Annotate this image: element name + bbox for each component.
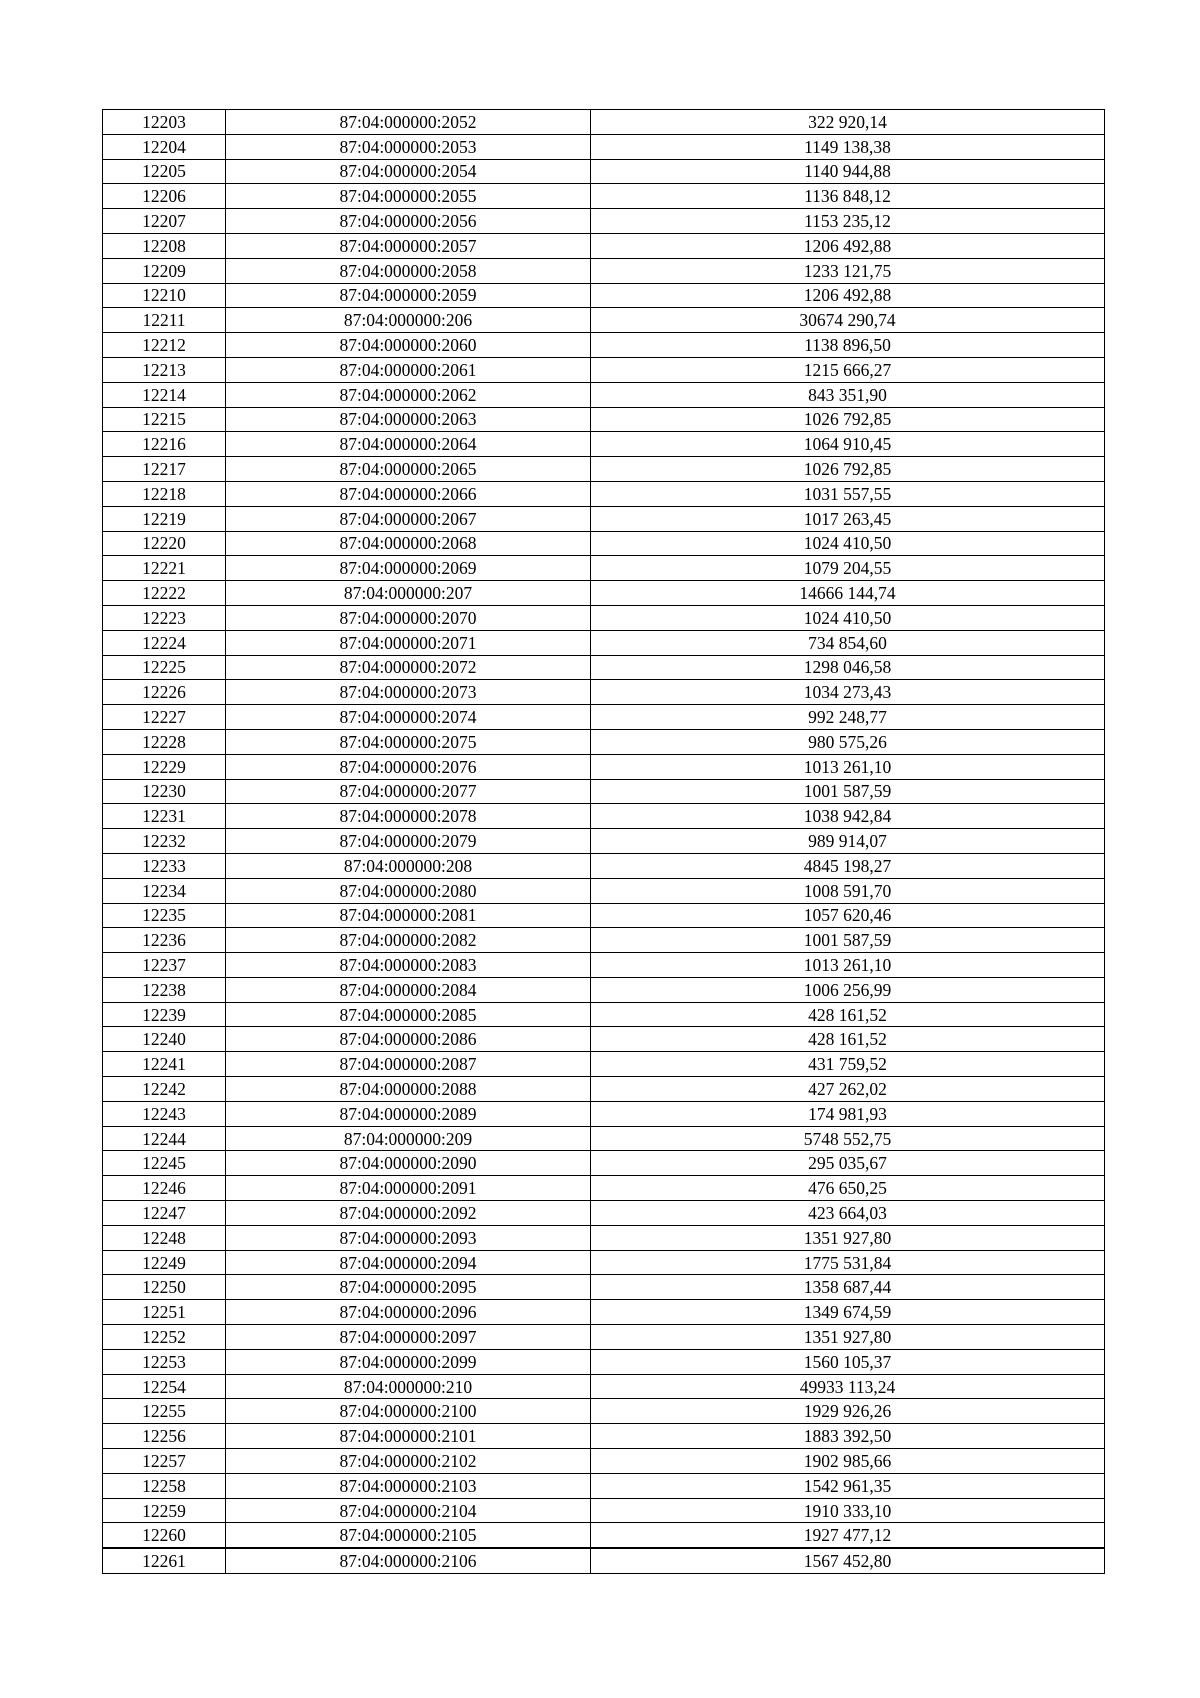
cadastral-value-cell: 1038 942,84 [591,804,1105,829]
row-number-cell: 12252 [103,1325,226,1350]
table-row [103,233,1105,258]
row-number-cell: 12213 [103,357,226,382]
table-row [103,928,1105,953]
cadastral-value-cell: 423 664,03 [591,1201,1105,1226]
table-row [103,481,1105,506]
row-number-cell: 12231 [103,804,226,829]
row-number-cell: 12259 [103,1498,226,1523]
cadastral-number-cell: 87:04:000000:2082 [226,928,591,953]
cadastral-number-cell: 87:04:000000:2084 [226,977,591,1002]
cadastral-number-cell: 87:04:000000:2059 [226,283,591,308]
cadastral-value-cell: 1149 138,38 [591,134,1105,159]
cadastral-number-cell: 87:04:000000:2092 [226,1201,591,1226]
cadastral-value-cell: 1017 263,45 [591,506,1105,531]
table-row [103,556,1105,581]
table-row [103,1275,1105,1300]
table-row [103,1374,1105,1399]
cadastral-number-cell: 87:04:000000:2102 [226,1449,591,1474]
cadastral-number-cell: 87:04:000000:2099 [226,1349,591,1374]
cadastral-number-cell: 87:04:000000:2073 [226,680,591,705]
table-row [103,184,1105,209]
cadastral-number-cell: 87:04:000000:2078 [226,804,591,829]
cadastral-number-cell: 87:04:000000:2065 [226,457,591,482]
row-number-cell: 12234 [103,878,226,903]
cadastral-number-cell: 87:04:000000:2077 [226,779,591,804]
cadastral-value-cell: 431 759,52 [591,1052,1105,1077]
cadastral-number-cell: 87:04:000000:2088 [226,1077,591,1102]
cadastral-value-cell: 992 248,77 [591,705,1105,730]
cadastral-value-cell: 1026 792,85 [591,407,1105,432]
cadastral-value-cell: 1024 410,50 [591,531,1105,556]
cadastral-number-cell: 87:04:000000:2100 [226,1399,591,1424]
cadastral-value-cell: 1013 261,10 [591,754,1105,779]
cadastral-value-table [102,109,1105,1574]
row-number-cell: 12211 [103,308,226,333]
table-row [103,110,1105,135]
table-row [103,1225,1105,1250]
table-row [103,655,1105,680]
row-number-cell: 12261 [103,1548,226,1573]
cadastral-number-cell: 87:04:000000:2068 [226,531,591,556]
cadastral-number-cell: 87:04:000000:2105 [226,1523,591,1548]
row-number-cell: 12233 [103,853,226,878]
row-number-cell: 12219 [103,506,226,531]
row-number-cell: 12203 [103,110,226,135]
table-row [103,779,1105,804]
cadastral-value-cell: 1233 121,75 [591,258,1105,283]
row-number-cell: 12209 [103,258,226,283]
cadastral-number-cell: 87:04:000000:2054 [226,159,591,184]
cadastral-value-cell: 1206 492,88 [591,233,1105,258]
row-number-cell: 12223 [103,605,226,630]
table-row [103,382,1105,407]
row-number-cell: 12232 [103,829,226,854]
cadastral-value-cell: 1349 674,59 [591,1300,1105,1325]
row-number-cell: 12215 [103,407,226,432]
cadastral-number-cell: 87:04:000000:2079 [226,829,591,854]
row-number-cell: 12225 [103,655,226,680]
row-number-cell: 12244 [103,1126,226,1151]
table-row [103,1101,1105,1126]
cadastral-number-cell: 87:04:000000:2072 [226,655,591,680]
cadastral-number-cell: 87:04:000000:2090 [226,1151,591,1176]
row-number-cell: 12236 [103,928,226,953]
cadastral-value-cell: 4845 198,27 [591,853,1105,878]
table-row [103,754,1105,779]
cadastral-value-cell: 49933 113,24 [591,1374,1105,1399]
row-number-cell: 12249 [103,1250,226,1275]
table-row [103,1250,1105,1275]
table-row [103,1052,1105,1077]
table-row [103,407,1105,432]
cadastral-number-cell: 87:04:000000:2062 [226,382,591,407]
cadastral-value-cell: 1883 392,50 [591,1424,1105,1449]
cadastral-number-cell: 87:04:000000:2052 [226,110,591,135]
table-row [103,1077,1105,1102]
cadastral-number-cell: 87:04:000000:2096 [226,1300,591,1325]
cadastral-number-cell: 87:04:000000:2058 [226,258,591,283]
table-row [103,357,1105,382]
cadastral-value-cell: 1008 591,70 [591,878,1105,903]
table-row [103,581,1105,606]
row-number-cell: 12229 [103,754,226,779]
table-row [103,1424,1105,1449]
cadastral-value-cell: 1775 531,84 [591,1250,1105,1275]
row-number-cell: 12238 [103,977,226,1002]
table-row [103,209,1105,234]
cadastral-value-cell: 30674 290,74 [591,308,1105,333]
row-number-cell: 12221 [103,556,226,581]
table-row [103,1325,1105,1350]
table-row [103,134,1105,159]
cadastral-number-cell: 87:04:000000:2064 [226,432,591,457]
cadastral-value-cell: 1001 587,59 [591,779,1105,804]
row-number-cell: 12216 [103,432,226,457]
row-number-cell: 12230 [103,779,226,804]
row-number-cell: 12243 [103,1101,226,1126]
cadastral-number-cell: 87:04:000000:2089 [226,1101,591,1126]
cadastral-value-cell: 1351 927,80 [591,1225,1105,1250]
row-number-cell: 12207 [103,209,226,234]
row-number-cell: 12257 [103,1449,226,1474]
row-number-cell: 12228 [103,729,226,754]
table-row [103,977,1105,1002]
row-number-cell: 12242 [103,1077,226,1102]
row-number-cell: 12217 [103,457,226,482]
row-number-cell: 12241 [103,1052,226,1077]
table-row [103,1176,1105,1201]
cadastral-value-cell: 476 650,25 [591,1176,1105,1201]
table-row [103,1126,1105,1151]
cadastral-value-cell: 322 920,14 [591,110,1105,135]
cadastral-value-cell: 1013 261,10 [591,953,1105,978]
cadastral-number-cell: 87:04:000000:2103 [226,1473,591,1498]
row-number-cell: 12260 [103,1523,226,1548]
cadastral-value-cell: 1064 910,45 [591,432,1105,457]
cadastral-number-cell: 87:04:000000:2085 [226,1002,591,1027]
cadastral-number-cell: 87:04:000000:2056 [226,209,591,234]
cadastral-value-cell: 1929 926,26 [591,1399,1105,1424]
cadastral-value-cell: 1031 557,55 [591,481,1105,506]
cadastral-number-cell: 87:04:000000:2106 [226,1548,591,1573]
cadastral-number-cell: 87:04:000000:2104 [226,1498,591,1523]
cadastral-value-cell: 1153 235,12 [591,209,1105,234]
table-body [103,110,1105,1574]
row-number-cell: 12227 [103,705,226,730]
row-number-cell: 12220 [103,531,226,556]
row-number-cell: 12206 [103,184,226,209]
table-row [103,1473,1105,1498]
cadastral-number-cell: 87:04:000000:2067 [226,506,591,531]
cadastral-number-cell: 87:04:000000:2057 [226,233,591,258]
cadastral-value-cell: 1215 666,27 [591,357,1105,382]
table-row [103,878,1105,903]
row-number-cell: 12226 [103,680,226,705]
row-number-cell: 12222 [103,581,226,606]
cadastral-value-cell: 1057 620,46 [591,903,1105,928]
row-number-cell: 12205 [103,159,226,184]
cadastral-value-cell: 734 854,60 [591,630,1105,655]
cadastral-value-cell: 843 351,90 [591,382,1105,407]
row-number-cell: 12237 [103,953,226,978]
table-row [103,680,1105,705]
cadastral-value-cell: 1351 927,80 [591,1325,1105,1350]
table-row [103,283,1105,308]
cadastral-number-cell: 87:04:000000:2087 [226,1052,591,1077]
table-row [103,159,1105,184]
cadastral-number-cell: 87:04:000000:206 [226,308,591,333]
cadastral-value-cell: 989 914,07 [591,829,1105,854]
cadastral-number-cell: 87:04:000000:2071 [226,630,591,655]
cadastral-number-cell: 87:04:000000:2053 [226,134,591,159]
cadastral-value-cell: 1560 105,37 [591,1349,1105,1374]
cadastral-number-cell: 87:04:000000:2080 [226,878,591,903]
row-number-cell: 12224 [103,630,226,655]
table-row [103,432,1105,457]
row-number-cell: 12212 [103,333,226,358]
table-row [103,1002,1105,1027]
table-row [103,729,1105,754]
cadastral-value-cell: 1136 848,12 [591,184,1105,209]
row-number-cell: 12240 [103,1027,226,1052]
row-number-cell: 12250 [103,1275,226,1300]
cadastral-number-cell: 87:04:000000:2091 [226,1176,591,1201]
table-row [103,605,1105,630]
table-row [103,1349,1105,1374]
cadastral-value-cell: 1927 477,12 [591,1523,1105,1548]
cadastral-number-cell: 87:04:000000:2055 [226,184,591,209]
cadastral-value-cell: 1001 587,59 [591,928,1105,953]
cadastral-number-cell: 87:04:000000:2094 [226,1250,591,1275]
row-number-cell: 12239 [103,1002,226,1027]
cadastral-number-cell: 87:04:000000:207 [226,581,591,606]
table-row [103,1151,1105,1176]
cadastral-value-cell: 174 981,93 [591,1101,1105,1126]
table-row [103,953,1105,978]
table-row [103,333,1105,358]
row-number-cell: 12246 [103,1176,226,1201]
row-number-cell: 12247 [103,1201,226,1226]
row-number-cell: 12255 [103,1399,226,1424]
cadastral-value-cell: 14666 144,74 [591,581,1105,606]
table-row [103,903,1105,928]
cadastral-value-cell: 1026 792,85 [591,457,1105,482]
cadastral-value-cell: 1140 944,88 [591,159,1105,184]
cadastral-number-cell: 87:04:000000:2093 [226,1225,591,1250]
table-row [103,1201,1105,1226]
table-row [103,506,1105,531]
cadastral-number-cell: 87:04:000000:2070 [226,605,591,630]
row-number-cell: 12218 [103,481,226,506]
cadastral-number-cell: 87:04:000000:2083 [226,953,591,978]
table-row [103,1449,1105,1474]
row-number-cell: 12258 [103,1473,226,1498]
cadastral-number-cell: 87:04:000000:2074 [226,705,591,730]
cadastral-number-cell: 87:04:000000:2069 [226,556,591,581]
cadastral-number-cell: 87:04:000000:2075 [226,729,591,754]
table-row [103,457,1105,482]
table-row [103,258,1105,283]
table-row [103,1548,1105,1573]
row-number-cell: 12204 [103,134,226,159]
cadastral-value-cell: 428 161,52 [591,1027,1105,1052]
cadastral-value-cell: 295 035,67 [591,1151,1105,1176]
cadastral-value-cell: 1006 256,99 [591,977,1105,1002]
cadastral-value-cell: 1298 046,58 [591,655,1105,680]
row-number-cell: 12253 [103,1349,226,1374]
table-row [103,1399,1105,1424]
cadastral-value-cell: 1138 896,50 [591,333,1105,358]
table-row [103,705,1105,730]
table-row [103,531,1105,556]
row-number-cell: 12214 [103,382,226,407]
cadastral-value-cell: 1079 204,55 [591,556,1105,581]
table-row [103,308,1105,333]
cadastral-number-cell: 87:04:000000:2061 [226,357,591,382]
cadastral-number-cell: 87:04:000000:2060 [226,333,591,358]
cadastral-number-cell: 87:04:000000:210 [226,1374,591,1399]
cadastral-number-cell: 87:04:000000:2076 [226,754,591,779]
cadastral-value-cell: 5748 552,75 [591,1126,1105,1151]
row-number-cell: 12254 [103,1374,226,1399]
table-row [103,1027,1105,1052]
cadastral-value-cell: 1206 492,88 [591,283,1105,308]
row-number-cell: 12208 [103,233,226,258]
cadastral-value-cell: 1034 273,43 [591,680,1105,705]
cadastral-value-cell: 1902 985,66 [591,1449,1105,1474]
cadastral-value-cell: 1567 452,80 [591,1548,1105,1573]
table-row [103,1300,1105,1325]
cadastral-value-cell: 1358 687,44 [591,1275,1105,1300]
row-number-cell: 12256 [103,1424,226,1449]
cadastral-value-cell: 980 575,26 [591,729,1105,754]
row-number-cell: 12235 [103,903,226,928]
cadastral-number-cell: 87:04:000000:2095 [226,1275,591,1300]
row-number-cell: 12251 [103,1300,226,1325]
table-row [103,1498,1105,1523]
cadastral-value-cell: 1542 961,35 [591,1473,1105,1498]
cadastral-value-cell: 1910 333,10 [591,1498,1105,1523]
cadastral-value-cell: 427 262,02 [591,1077,1105,1102]
cadastral-value-cell: 1024 410,50 [591,605,1105,630]
table-row [103,829,1105,854]
cadastral-number-cell: 87:04:000000:2063 [226,407,591,432]
cadastral-value-cell: 428 161,52 [591,1002,1105,1027]
cadastral-number-cell: 87:04:000000:2101 [226,1424,591,1449]
cadastral-number-cell: 87:04:000000:208 [226,853,591,878]
cadastral-number-cell: 87:04:000000:2086 [226,1027,591,1052]
cadastral-number-cell: 87:04:000000:2081 [226,903,591,928]
table-row [103,853,1105,878]
row-number-cell: 12245 [103,1151,226,1176]
cadastral-number-cell: 87:04:000000:2066 [226,481,591,506]
table-row [103,804,1105,829]
row-number-cell: 12248 [103,1225,226,1250]
cadastral-number-cell: 87:04:000000:209 [226,1126,591,1151]
row-number-cell: 12210 [103,283,226,308]
table-row [103,630,1105,655]
cadastral-number-cell: 87:04:000000:2097 [226,1325,591,1350]
table-row [103,1523,1105,1548]
